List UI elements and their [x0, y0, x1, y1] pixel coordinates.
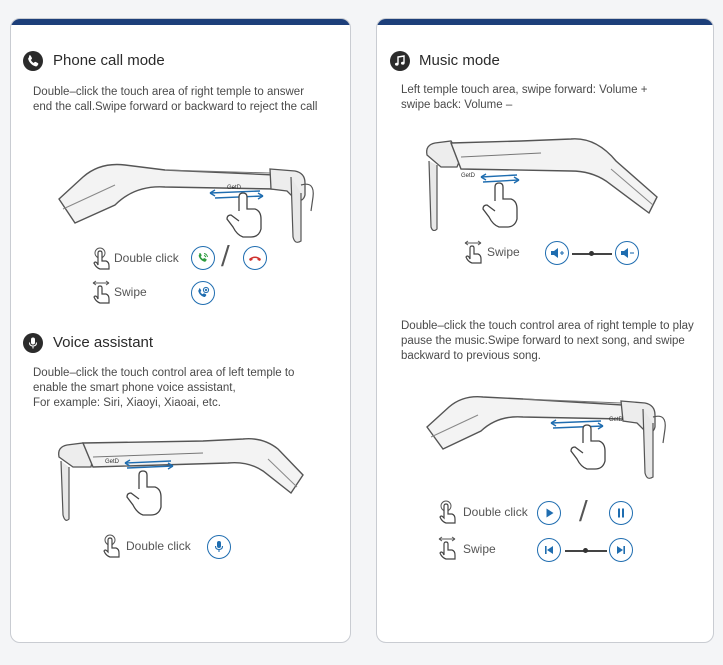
desc-line: pause the music.Swipe forward to next song, and swipe — [401, 335, 685, 347]
swipe-gesture-icon — [91, 279, 113, 305]
glasses-illustration — [53, 427, 323, 537]
desc-line: Double–click the touch control area of right temple to play — [401, 320, 694, 332]
desc-line: enable the smart phone voice assistant, — [33, 382, 236, 394]
desc-line: Left temple touch area, swipe forward: Volume + — [401, 84, 648, 96]
tap-gesture-icon — [437, 499, 459, 525]
brand-label: GetD — [461, 173, 476, 179]
desc-line: For example: Siri, Xiaoyi, Xiaoai, etc. — [33, 397, 221, 409]
double-click-label: Double click — [463, 505, 528, 519]
phone-icon — [23, 51, 43, 71]
pause-icon — [609, 501, 633, 525]
music-note-icon — [390, 51, 410, 71]
glasses-illustration — [421, 121, 671, 231]
answer-call-icon — [191, 246, 215, 270]
volume-up-icon — [545, 241, 569, 265]
desc-line: Double–click the touch area of right temple to answer — [33, 86, 305, 98]
slash-divider: / — [579, 496, 588, 526]
double-click-label: Double click — [126, 539, 191, 553]
section-title-voice: Voice assistant — [53, 334, 154, 351]
volume-down-icon — [615, 241, 639, 265]
voice-description — [33, 366, 294, 411]
section-title-phone: Phone call mode — [53, 52, 165, 69]
double-click-label: Double click — [114, 251, 179, 265]
desc-line: end the call.Swipe forward or backward to reject the call — [33, 101, 318, 113]
connector-dot — [583, 548, 588, 553]
swipe-label: Swipe — [463, 542, 496, 556]
phone-description — [33, 85, 317, 115]
previous-track-icon — [537, 538, 561, 562]
brand-label: GetD — [609, 417, 624, 423]
end-call-icon — [243, 246, 267, 270]
slash-divider: / — [221, 241, 230, 271]
section-title-music: Music mode — [419, 52, 500, 69]
next-track-icon — [609, 538, 633, 562]
tap-gesture-icon — [91, 247, 113, 271]
microphone-circle-icon — [207, 535, 231, 559]
left-panel — [10, 18, 351, 643]
swipe-gesture-icon — [437, 535, 459, 561]
desc-line: Double–click the touch control area of left temple to — [33, 367, 295, 379]
glasses-illustration — [423, 377, 673, 487]
swipe-label: Swipe — [487, 245, 520, 259]
microphone-icon — [23, 333, 43, 353]
brand-label: GetD — [105, 459, 120, 465]
panel-top-bar — [11, 19, 350, 25]
brand-label: GetD — [227, 185, 242, 191]
reject-call-icon — [191, 281, 215, 305]
desc-line: backward to previous song. — [401, 350, 541, 362]
music-description — [401, 83, 647, 113]
tap-gesture-icon — [101, 533, 123, 559]
playback-description — [401, 319, 694, 364]
desc-line: swipe back: Volume – — [401, 99, 513, 111]
play-icon — [537, 501, 561, 525]
swipe-gesture-icon — [463, 239, 485, 265]
connector-dot — [589, 251, 594, 256]
glasses-illustration — [55, 137, 325, 257]
panel-top-bar — [377, 19, 713, 25]
right-panel — [376, 18, 714, 643]
swipe-label: Swipe — [114, 285, 147, 299]
